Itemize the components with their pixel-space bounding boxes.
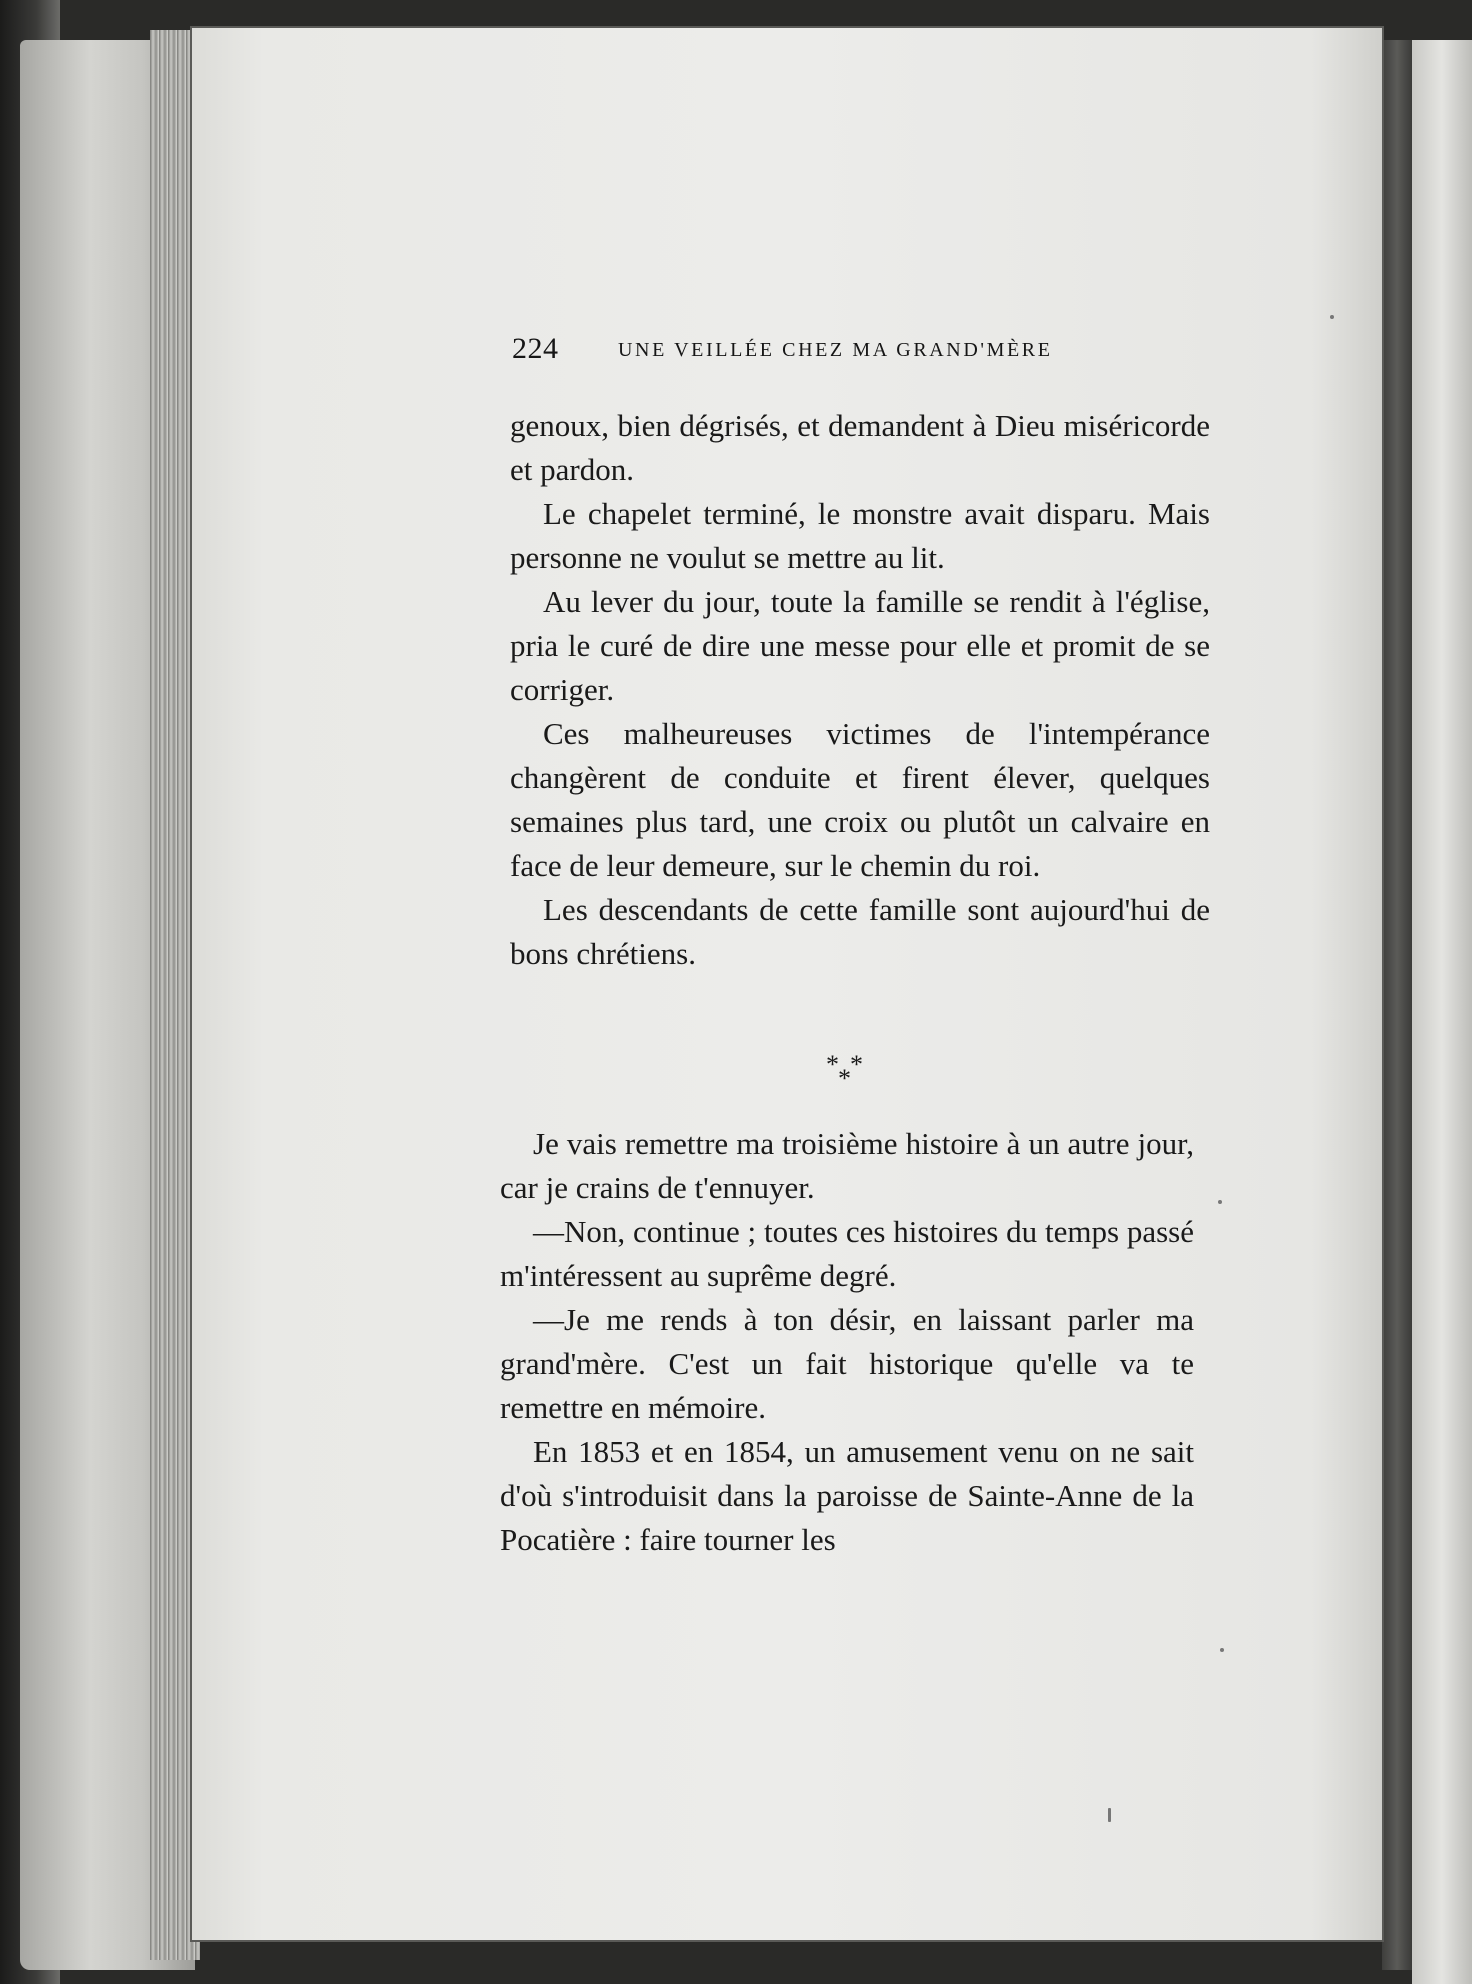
paper-speck — [1108, 1808, 1111, 1822]
paragraph: genoux, bien dégrisés, et demandent à Dieu miséricorde et pardon. — [510, 408, 1210, 487]
paragraph: —Non, continue ; toutes ces histoires du temps passé m'intéressent au suprême degré. — [500, 1214, 1194, 1293]
paragraph: —Je me rends à ton désir, en laissant parler ma grand'mère. C'est un fait historique qu'elle va te remettre en mémoire. — [500, 1302, 1194, 1425]
page-number: 224 — [512, 332, 559, 365]
page-header — [512, 332, 1122, 372]
paper-speck — [1330, 315, 1334, 319]
body-text-after-break — [500, 1122, 1194, 1562]
book-page — [192, 28, 1382, 1940]
paragraph: Le chapelet terminé, le monstre avait disparu. Mais personne ne voulut se mettre au lit. — [510, 496, 1210, 575]
paper-speck — [1220, 1648, 1224, 1652]
paragraph: Je vais remettre ma troisième histoire à un autre jour, car je crains de t'ennuyer. — [500, 1126, 1194, 1205]
paper-speck — [1218, 1200, 1222, 1204]
paragraph: Ces malheureuses victimes de l'intempérance changèrent de conduite et firent élever, quelques semaines plus tard, une croix ou plutôt un calvaire en face de leur demeure, sur le chemin du roi. — [510, 716, 1210, 883]
paragraph: Les descendants de cette famille sont aujourd'hui de bons chrétiens. — [510, 892, 1210, 971]
book-spine-shadow — [1382, 40, 1412, 1970]
paragraph: En 1853 et en 1854, un amusement venu on ne sait d'où s'introduisit dans la paroisse de Sainte-Anne de la Pocatière : faire tourner les — [500, 1434, 1194, 1557]
body-text-before-break — [510, 404, 1210, 976]
section-break-asterism: * * * — [826, 1050, 863, 1093]
facing-page-edge — [1412, 40, 1472, 1984]
paragraph: Au lever du jour, toute la famille se rendit à l'église, pria le curé de dire une messe pour elle et promit de se corriger. — [510, 584, 1210, 707]
running-title: UNE VEILLÉE CHEZ MA GRAND'MÈRE — [618, 339, 1053, 361]
